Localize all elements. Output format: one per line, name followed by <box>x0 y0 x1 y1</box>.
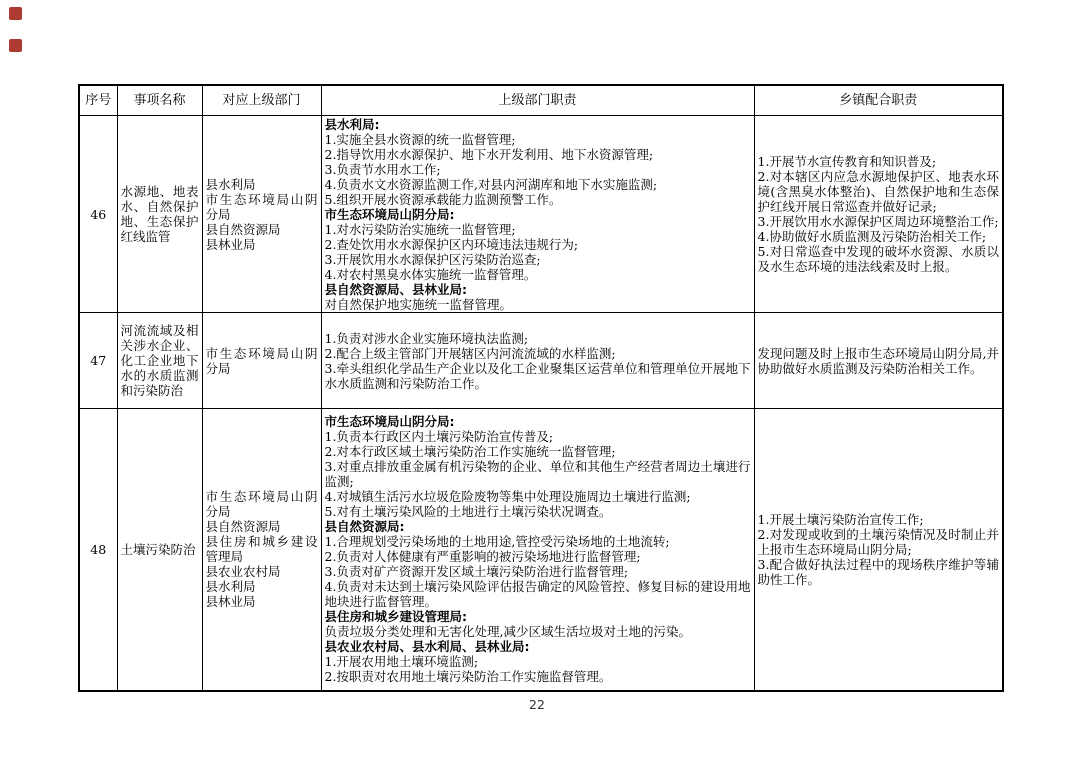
duty-line: 负责垃圾分类处理和无害化处理,减少区域生活垃圾对土地的污染。 <box>324 624 691 640</box>
superior-duties-cell <box>321 116 754 313</box>
text-line: 4.协助做好水质监测及污染防治相关工作; <box>757 229 987 244</box>
departments-cell <box>202 409 321 691</box>
red-mark <box>9 7 22 20</box>
responsibility-table <box>78 84 1004 692</box>
column-header-departments: 对应上级部门 <box>202 85 321 116</box>
duty-line: 2.按职责对农用地土壤污染防治工作实施监督管理。 <box>324 669 612 685</box>
township-duties-cell <box>754 116 1003 313</box>
org-heading: 县住房和城乡建设管理局: <box>324 609 467 625</box>
duty-line: 4.对农村黑臭水体实施统一监督管理。 <box>324 266 537 282</box>
duty-line: 1.合理规划受污染场地的土地用途,管控受污染场地的土地流转; <box>324 534 670 550</box>
page-number: 22 <box>529 697 545 712</box>
text-line: 市生态环境局山阴分局 <box>205 345 318 376</box>
duty-line: 2.配合上级主管部门开展辖区内河流流域的水样监测; <box>324 345 616 361</box>
departments-cell <box>202 116 321 313</box>
org-heading: 市生态环境局山阴分局: <box>324 206 455 222</box>
duty-line: 4.对城镇生活污水垃圾危险废物等集中处理设施周边土壤进行监测; <box>324 489 691 505</box>
text-line: 1.开展土壤污染防治宣传工作; <box>757 511 924 527</box>
red-mark <box>9 39 22 52</box>
text-line: 2.对本辖区内应急水源地保护区、地表水环境(含黑臭水体整治)、自然保护地和生态保护红线开展日常巡查并做好记录; <box>757 169 999 214</box>
text-line: 市生态环境局山阴分局 <box>205 191 318 222</box>
duty-line: 4.负责对未达到土壤污染风险评估报告确定的风险管控、修复目标的建设用地地块进行监督管理。 <box>324 579 751 610</box>
serial-cell: 46 <box>79 116 117 313</box>
org-heading: 县自然资源局、县林业局: <box>324 281 467 297</box>
township-duties-cell <box>754 313 1003 409</box>
text-line: 2.对发现或收到的土壤污染情况及时制止并上报市生态环境局山阴分局; <box>757 526 999 557</box>
text-line: 县自然资源局 <box>205 221 281 237</box>
text-line: 3.开展饮用水水源保护区周边环境整治工作; <box>757 214 999 229</box>
org-heading: 县自然资源局: <box>324 519 405 535</box>
duty-line: 5.组织开展水资源承载能力监测预警工作。 <box>324 191 562 207</box>
text-line: 县农业农村局 <box>205 564 281 580</box>
duty-line: 2.对本行政区域土壤污染防治工作实施统一监督管理; <box>324 444 616 460</box>
column-header-township-duties: 乡镇配合职责 <box>754 85 1003 116</box>
table-row <box>79 313 1003 409</box>
text-line: 县住房和城乡建设管理局 <box>205 534 318 565</box>
duty-line: 1.负责对涉水企业实施环境执法监测; <box>324 330 529 346</box>
item-name-cell: 土壤污染防治 <box>117 409 202 691</box>
duty-line: 2.查处饮用水水源保护区内环境违法违规行为; <box>324 236 579 252</box>
text-line: 县水利局 <box>205 176 256 192</box>
table-row <box>79 116 1003 313</box>
duty-line: 对自然保护地实施统一监督管理。 <box>324 296 513 312</box>
duty-line: 1.对水污染防治实施统一监督管理; <box>324 221 516 237</box>
departments-cell <box>202 313 321 409</box>
text-line: 3.配合做好执法过程中的现场秩序维护等辅助性工作。 <box>757 556 999 587</box>
duty-line: 5.对有土壤污染风险的土地进行土壤污染状况调查。 <box>324 504 612 520</box>
serial-cell: 48 <box>79 409 117 691</box>
text-line: 1.开展节水宣传教育和知识普及; <box>757 154 937 169</box>
duty-line: 3.负责对矿产资源开发区域土壤污染防治进行监督管理; <box>324 564 629 580</box>
duty-line: 4.负责水文水资源监测工作,对县内河湖库和地下水实施监测; <box>324 176 658 192</box>
superior-duties-cell <box>321 409 754 691</box>
duty-line: 3.负责节水用水工作; <box>324 161 441 177</box>
item-name-cell: 水源地、地表水、自然保护地、生态保护红线监管 <box>117 116 202 313</box>
text-line: 县水利局 <box>205 579 256 595</box>
org-heading: 市生态环境局山阴分局: <box>324 414 455 430</box>
serial-cell: 47 <box>79 313 117 409</box>
item-name-cell: 河流流域及相关涉水企业、化工企业地下水的水质监测和污染防治 <box>117 313 202 409</box>
township-duties-cell <box>754 409 1003 691</box>
text-line: 发现问题及时上报市生态环境局山阴分局,并协助做好水质监测及污染防治相关工作。 <box>757 345 999 376</box>
table-row <box>79 409 1003 691</box>
duty-line: 3.开展饮用水水源保护区污染防治巡查; <box>324 251 541 267</box>
text-line: 县林业局 <box>205 594 256 610</box>
text-line: 县自然资源局 <box>205 519 281 535</box>
duty-line: 3.对重点排放重金属有机污染物的企业、单位和其他生产经营者周边土壤进行监测; <box>324 459 751 490</box>
column-header-item-name: 事项名称 <box>117 85 202 116</box>
duty-line: 1.实施全县水资源的统一监督管理; <box>324 131 516 147</box>
column-header-superior-duties: 上级部门职责 <box>321 85 754 116</box>
column-header-serial: 序号 <box>79 85 117 116</box>
duty-line: 1.开展农用地土壤环境监测; <box>324 654 479 670</box>
text-line: 市生态环境局山阴分局 <box>205 489 318 520</box>
duty-line: 2.负责对人体健康有严重影响的被污染场地进行监督管理; <box>324 549 641 565</box>
duty-line: 3.牵头组织化学品生产企业以及化工企业聚集区运营单位和管理单位开展地下水水质监测和污染防治工作。 <box>324 360 751 391</box>
org-heading: 县农业农村局、县水利局、县林业局: <box>324 639 530 655</box>
org-heading: 县水利局: <box>324 116 380 132</box>
superior-duties-cell <box>321 313 754 409</box>
duty-line: 1.负责本行政区内土壤污染防治宣传普及; <box>324 429 554 445</box>
text-line: 县林业局 <box>205 236 256 252</box>
text-line: 5.对日常巡查中发现的破坏水资源、水质以及水生态环境的违法线索及时上报。 <box>757 244 999 274</box>
duty-line: 2.指导饮用水水源保护、地下水开发利用、地下水资源管理; <box>324 146 654 162</box>
header-row <box>79 85 1003 116</box>
